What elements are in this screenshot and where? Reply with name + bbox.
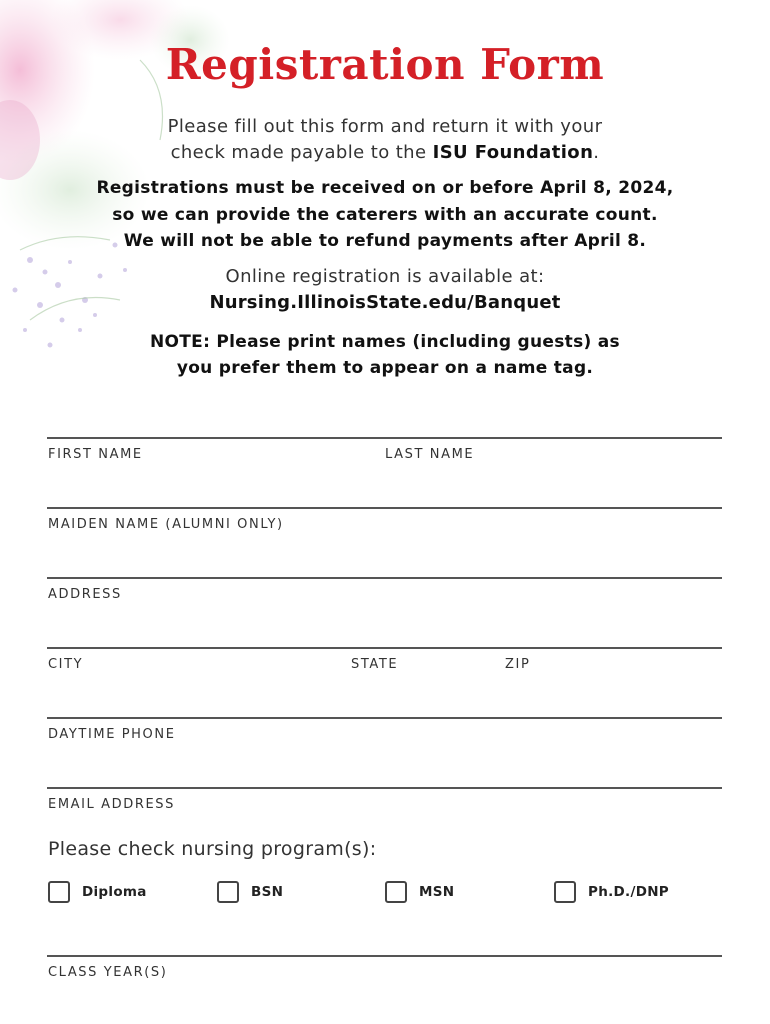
program-option-phd-dnp[interactable]	[554, 878, 669, 906]
diploma-checkbox[interactable]	[48, 881, 70, 903]
intro-line-2-suffix: .	[593, 142, 600, 163]
deadline-notice	[0, 175, 770, 255]
program-option-bsn[interactable]	[217, 878, 283, 906]
intro-line-2-prefix: check made payable to the	[170, 142, 433, 163]
online-registration	[0, 264, 770, 316]
address-line[interactable]	[47, 577, 722, 579]
bsn-checkbox[interactable]	[217, 881, 239, 903]
daytime-phone-label: DAYTIME PHONE	[48, 727, 176, 742]
notice-line-2: so we can provide the caterers with an accurate count.	[112, 204, 658, 225]
online-url-link[interactable]: Nursing.IllinoisState.edu/Banquet	[209, 292, 561, 313]
first-last-name-line[interactable]	[47, 437, 722, 439]
form-title: Registration Form	[165, 40, 605, 89]
intro-line-1: Please fill out this form and return it with your	[167, 116, 603, 137]
address-label: ADDRESS	[48, 587, 122, 602]
bsn-label: BSN	[251, 884, 284, 900]
phd-dnp-checkbox[interactable]	[554, 881, 576, 903]
msn-label: MSN	[419, 884, 455, 900]
daytime-phone-line[interactable]	[47, 717, 722, 719]
intro-line-2	[0, 140, 770, 166]
phd-dnp-label: Ph.D./DNP	[588, 884, 669, 900]
notice-line-1: Registrations must be received on or before April 8, 2024,	[96, 178, 674, 198]
program-option-diploma[interactable]	[48, 878, 147, 906]
city-label: CITY	[48, 657, 84, 672]
note-line-1: NOTE: Please print names (including guests) as	[150, 332, 620, 352]
diploma-label: Diploma	[82, 884, 147, 900]
notice-line-3: We will not be able to refund payments after April 8.	[123, 231, 647, 251]
state-label: STATE	[351, 657, 399, 672]
class-year-label: CLASS YEAR(S)	[48, 965, 168, 980]
note-line-2: you prefer them to appear on a name tag.	[176, 358, 594, 378]
msn-checkbox[interactable]	[385, 881, 407, 903]
program-option-msn[interactable]	[385, 878, 454, 906]
online-text: Online registration is available at:	[225, 266, 545, 287]
city-state-zip-line[interactable]	[47, 647, 722, 649]
maiden-name-line[interactable]	[47, 507, 722, 509]
last-name-label: LAST NAME	[385, 447, 475, 462]
isu-foundation-text: ISU Foundation	[432, 142, 594, 163]
program-heading: Please check nursing program(s):	[48, 838, 377, 860]
intro-text	[0, 114, 770, 166]
email-label: EMAIL ADDRESS	[48, 797, 175, 812]
email-line[interactable]	[47, 787, 722, 789]
class-year-line[interactable]	[47, 955, 722, 957]
first-name-label: FIRST NAME	[48, 447, 143, 462]
zip-label: ZIP	[505, 657, 531, 672]
maiden-name-label: MAIDEN NAME (ALUMNI ONLY)	[48, 517, 284, 532]
name-tag-note	[0, 329, 770, 381]
